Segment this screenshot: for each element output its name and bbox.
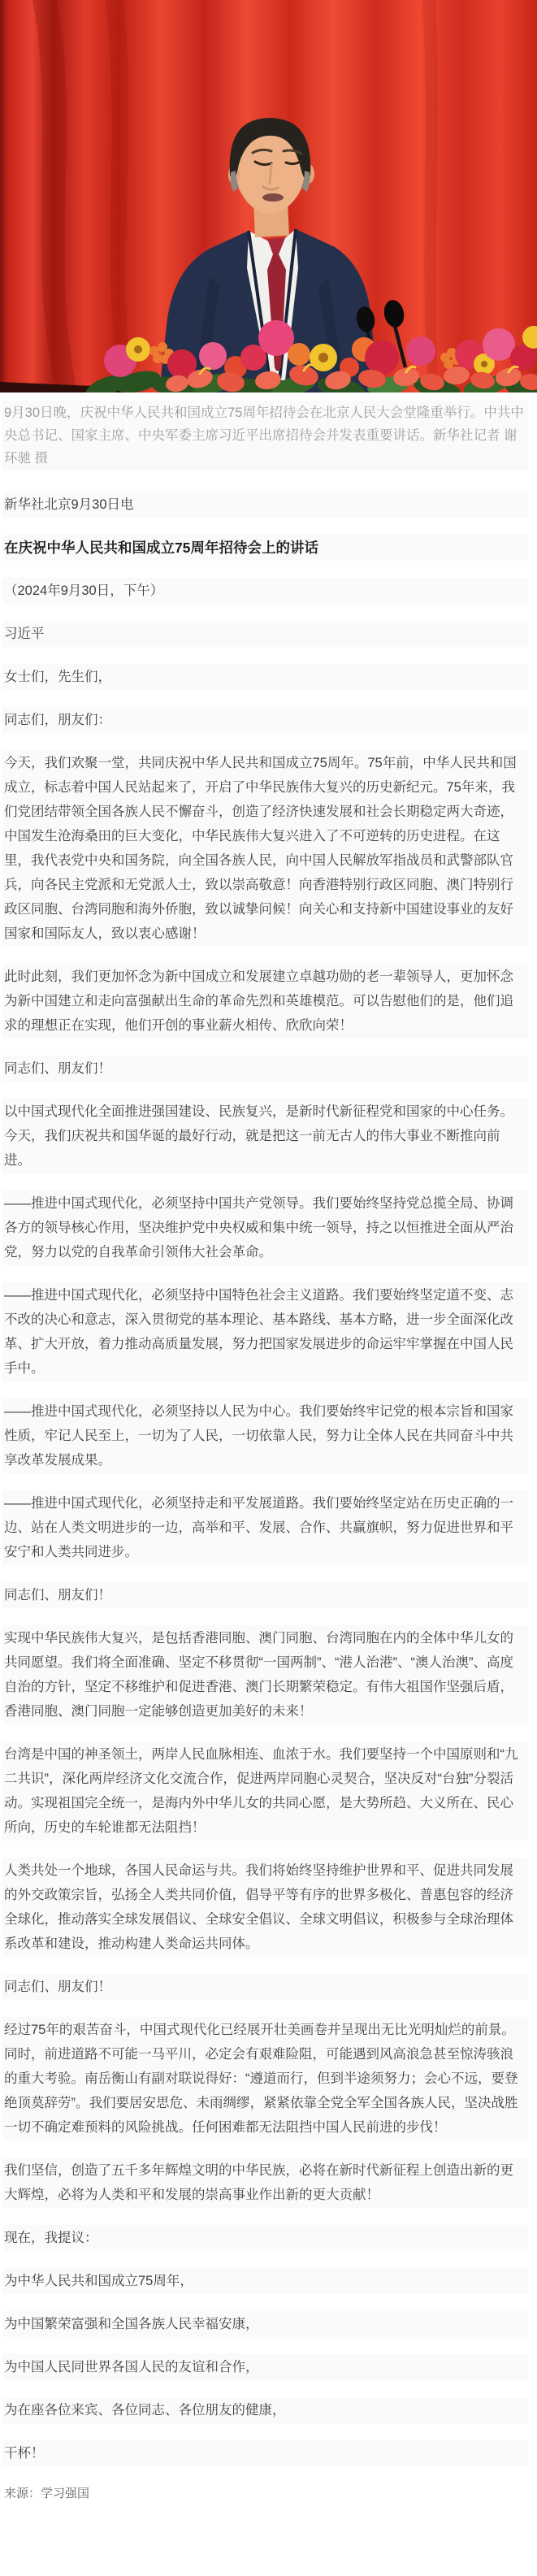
news-photo — [0, 0, 537, 392]
paragraph: 今天，我们欢聚一堂，共同庆祝中华人民共和国成立75周年。75年前，中华人民共和国成立，标志着中国人民站起来了，开启了中华民族伟大复兴的历史新纪元。75年来，我们党团结带领全国各族人民不懈奋斗，创造了经济快速发展和社会长期稳定两大奇迹，中国发生沧海桑田的巨大变化，中华民族伟大复兴进入了不可逆转的历史进程。在这里，我代表党中央和国务院，向全国各族人民，向中国人民解放军指战员和武警部队官兵，向各民主党派和无党派人士，致以崇高敬意！向香港特别行政区同胞、澳门特别行政区同胞、台湾同胞和海外侨胞，致以诚挚问候！向关心和支持新中国建设事业的友好国家和国际友人，致以衷心感谢！ — [2, 750, 528, 947]
paragraph-salutation: 同志们，朋友们： — [2, 707, 528, 733]
paragraph-salutation: 同志们、朋友们！ — [2, 1582, 528, 1608]
paragraph-toast: 为中华人民共和国成立75周年， — [2, 2268, 528, 2294]
article-subtitle: （2024年9月30日，下午） — [2, 578, 528, 604]
article-author: 习近平 — [2, 621, 528, 647]
paragraph: 台湾是中国的神圣领土，两岸人民血脉相连、血浓于水。我们要坚持一个中国原则和“九二共识”，深化两岸经济文化交流合作，促进两岸同胞心灵契合，坚决反对“台独”分裂活动。实现祖国完全统一，是海内外中华儿女的共同心愿，是大势所趋、大义所在、民心所向，历史的车轮谁都无法阻挡！ — [2, 1741, 528, 1841]
paragraph: 我们坚信，创造了五千多年辉煌文明的中华民族，必将在新时代新征程上创造出新的更大辉煌，必将为人类和平和发展的崇高事业作出新的更大贡献！ — [2, 2158, 528, 2208]
dateline: 新华社北京9月30日电 — [2, 492, 528, 518]
paragraph: ——推进中国式现代化，必须坚持中国特色社会主义道路。我们要始终坚定道不变、志不改的决心和意志，深入贯彻党的基本理论、基本路线、基本方略，进一步全面深化改革、扩大开放，着力推动高质量发展，努力把国家发展进步的命运牢牢掌握在中国人民手中。 — [2, 1282, 528, 1381]
paragraph-salutation: 同志们、朋友们！ — [2, 1056, 528, 1082]
paragraph: 经过75年的艰苦奋斗，中国式现代化已经展开壮美画卷并呈现出无比光明灿烂的前景。同时，前进道路不可能一马平川，必定会有艰难险阻，可能遇到风高浪急甚至惊涛骇浪的重大考验。南岳衡山有副对联说得好：“遵道而行，但到半途须努力；会心不远，要登绝顶莫辞劳”。我们要居安思危、未雨绸缪，紧紧依靠全党全军全国各族人民，坚决战胜一切不确定难预料的风险挑战。任何困难都无法阻挡中国人民前进的步伐！ — [2, 2017, 528, 2140]
news-photo-graphic — [0, 0, 537, 392]
article-title: 在庆祝中华人民共和国成立75周年招待会上的讲话 — [2, 535, 528, 561]
photo-caption: 9月30日晚，庆祝中华人民共和国成立75周年招待会在北京人民大会堂隆重举行。中共中央总书记、国家主席、中央军委主席习近平出席招待会并发表重要讲话。新华社记者 谢环驰 摄 — [2, 401, 528, 471]
paragraph-salutation: 女士们，先生们， — [2, 664, 528, 690]
paragraph: 实现中华民族伟大复兴，是包括香港同胞、澳门同胞、台湾同胞在内的全体中华儿女的共同愿望。我们将全面准确、坚定不移贯彻“一国两制”、“港人治港”、“澳人治澳”、高度自治的方针，坚定不移维护和促进香港、澳门长期繁荣稳定。有伟大祖国作坚强后盾，香港同胞、澳门同胞一定能够创造更加美好的未来！ — [2, 1625, 528, 1724]
paragraph-toast: 干杯！ — [2, 2440, 528, 2466]
paragraph-toast-lead: 现在，我提议： — [2, 2225, 528, 2251]
paragraph: 此时此刻，我们更加怀念为新中国成立和发展建立卓越功勋的老一辈领导人，更加怀念为新中国建立和走向富强献出生命的革命先烈和英雄模范。可以告慰他们的是，他们追求的理想正在实现，他们开创的事业薪火相传、欣欣向荣！ — [2, 964, 528, 1039]
paragraph: ——推进中国式现代化，必须坚持中国共产党领导。我们要始终坚持党总揽全局、协调各方的领导核心作用，坚决维护党中央权威和集中统一领导，持之以恒推进全面从严治党，努力以党的自我革命引领伟大社会革命。 — [2, 1190, 528, 1265]
paragraph-toast: 为中国繁荣富强和全国各族人民幸福安康， — [2, 2311, 528, 2337]
paragraph-toast: 为在座各位来宾、各位同志、各位朋友的健康， — [2, 2397, 528, 2423]
paragraph: 以中国式现代化全面推进强国建设、民族复兴，是新时代新征程党和国家的中心任务。今天，我们庆祝共和国华诞的最好行动，就是把这一前无古人的伟大事业不断推向前进。 — [2, 1099, 528, 1173]
paragraph: ——推进中国式现代化，必须坚持以人民为中心。我们要始终牢记党的根本宗旨和国家性质，牢记人民至上，一切为了人民，一切依靠人民，努力让全体人民在共同奋斗中共享改革发展成果。 — [2, 1399, 528, 1473]
paragraph-salutation: 同志们、朋友们！ — [2, 1974, 528, 2000]
paragraph: 人类共处一个地球，各国人民命运与共。我们将始终坚持维护世界和平、促进共同发展的外交政策宗旨，弘扬全人类共同价值，倡导平等有序的世界多极化、普惠包容的经济全球化，推动落实全球发展倡议、全球安全倡议、全球文明倡议，积极参与全球治理体系改革和建设，推动构建人类命运共同体。 — [2, 1858, 528, 1957]
paragraph-toast: 为中国人民同世界各国人民的友谊和合作， — [2, 2354, 528, 2380]
paragraph: ——推进中国式现代化，必须坚持走和平发展道路。我们要始终坚定站在历史正确的一边、站在人类文明进步的一边，高举和平、发展、合作、共赢旗帜，努力促进世界和平安宁和人类共同进步。 — [2, 1490, 528, 1565]
source-line: 来源：学习强国 — [4, 2487, 90, 2500]
mouth — [262, 193, 284, 202]
